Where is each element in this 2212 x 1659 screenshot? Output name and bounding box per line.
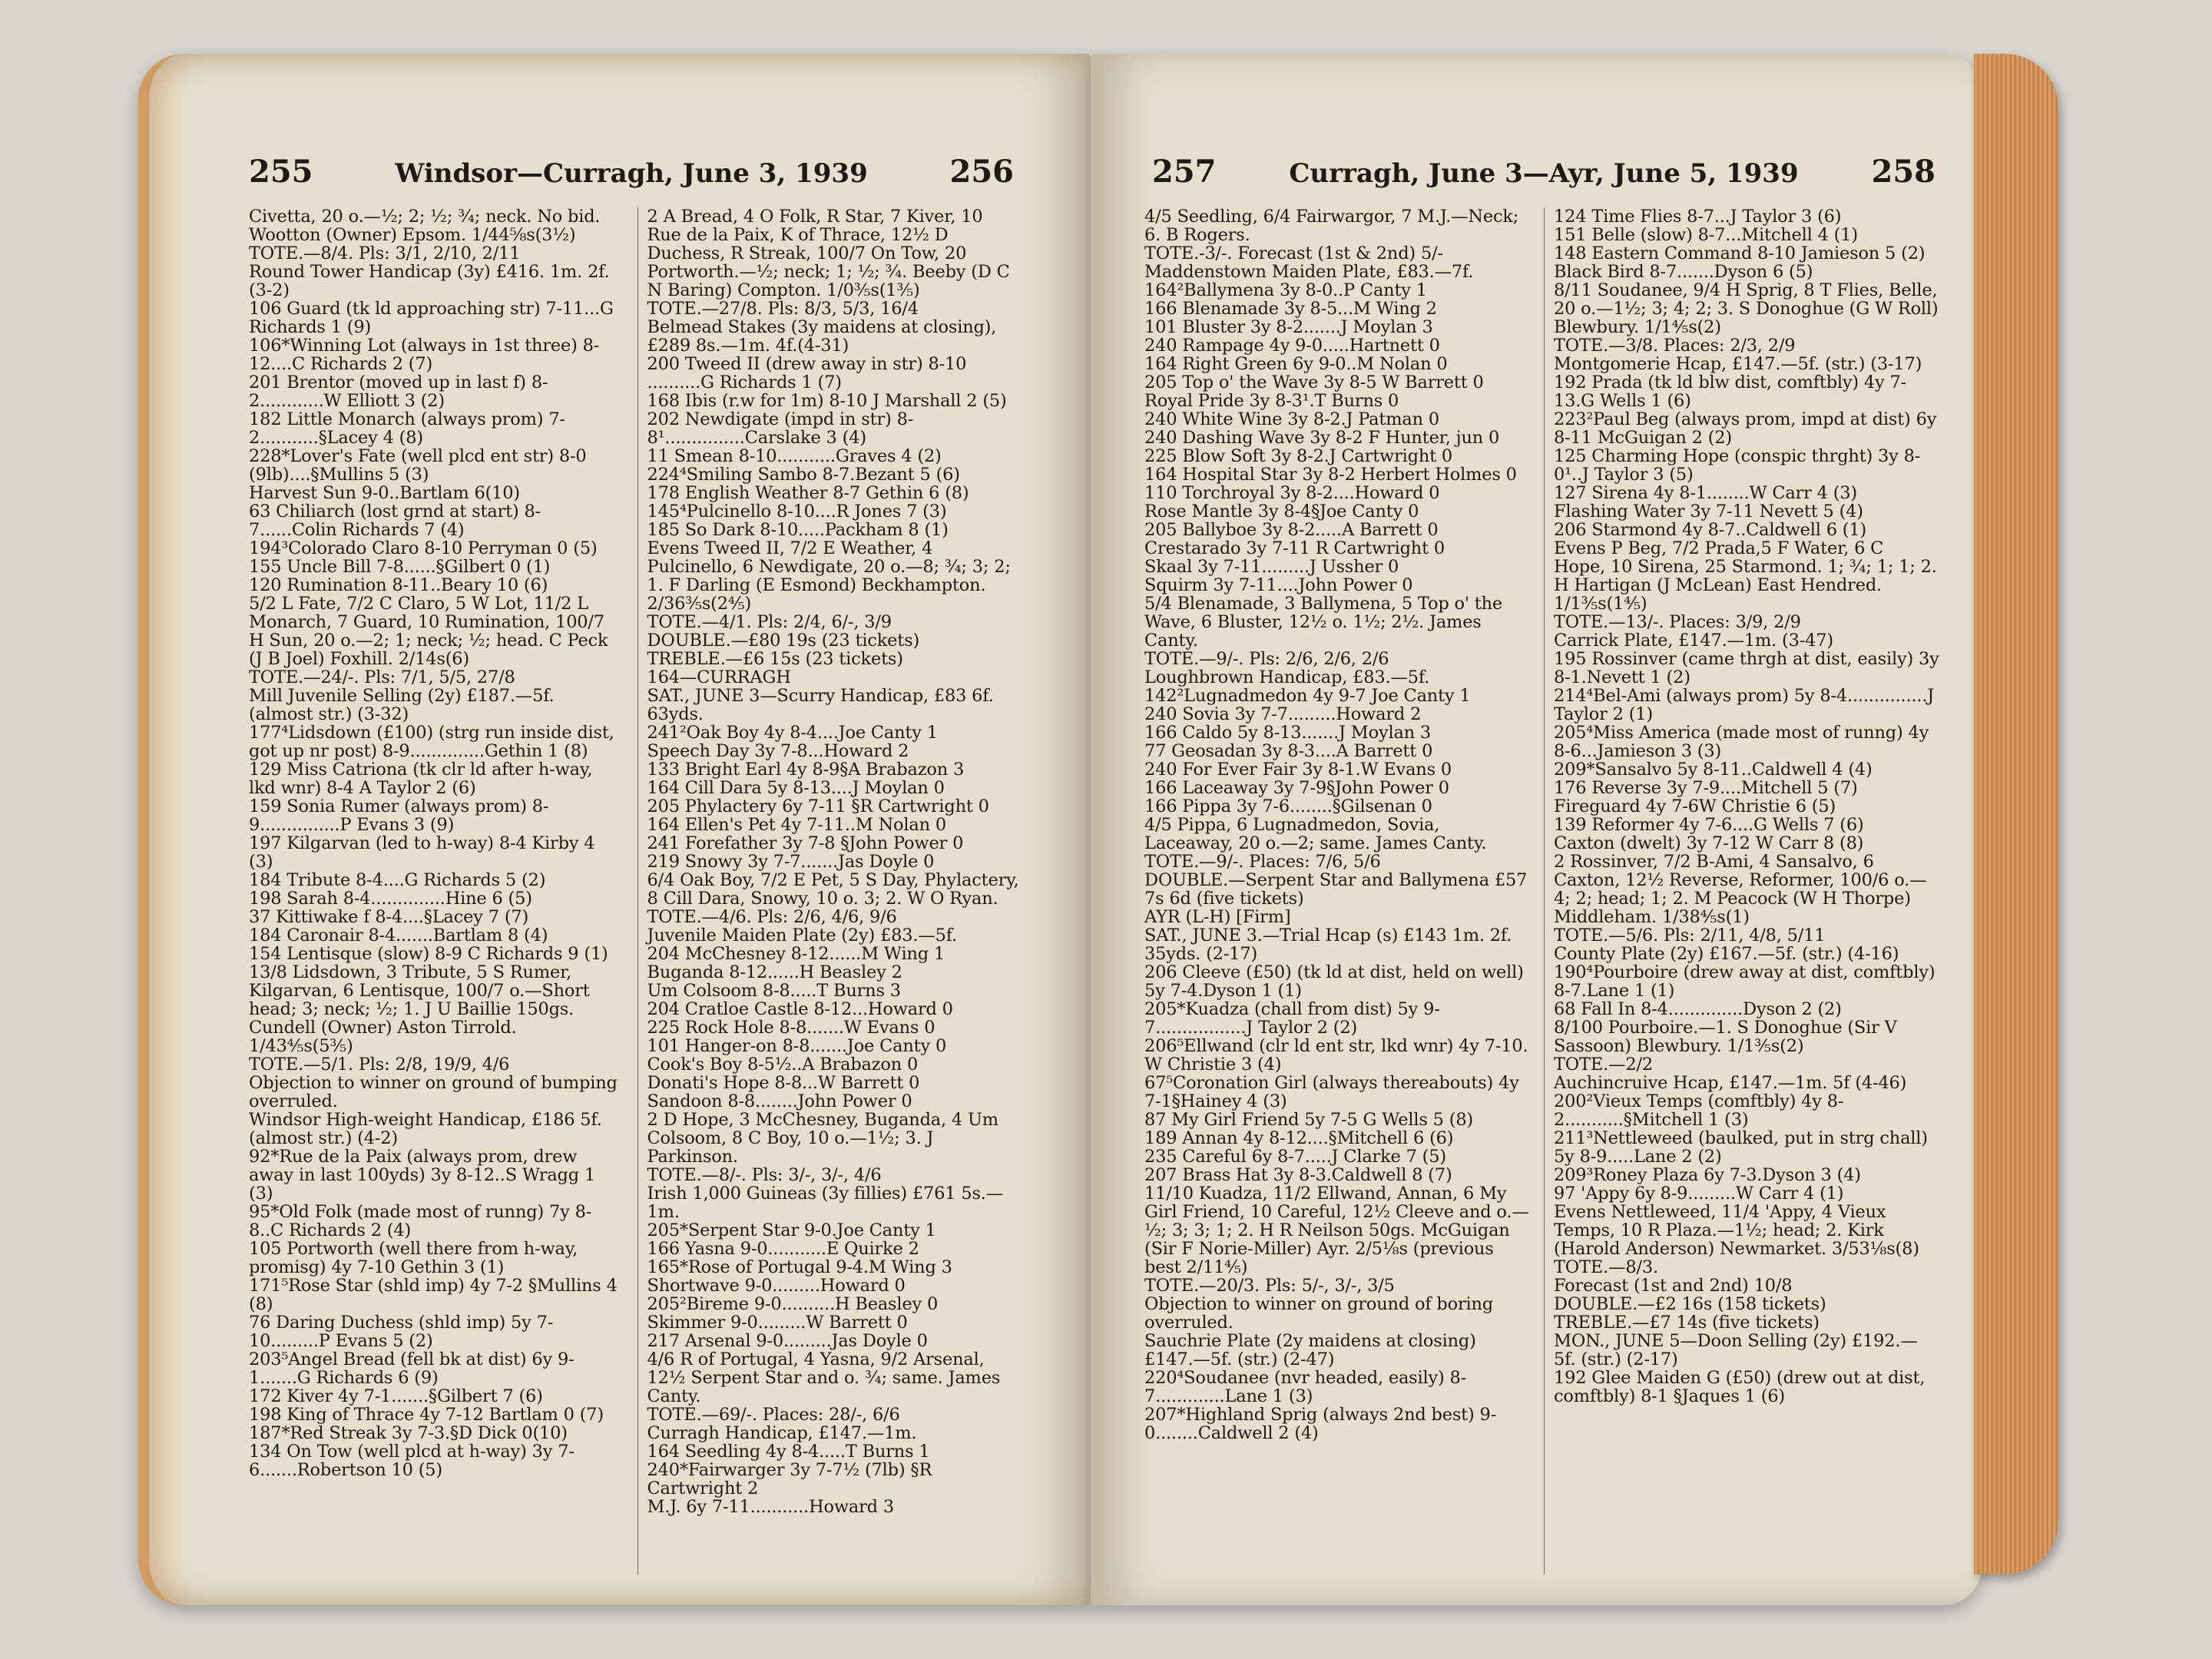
entry-line: 194³Colorado Claro 8-10 Perryman 0 (5) xyxy=(249,538,598,558)
entry-line: Evens Tweed II, 7/2 E Weather, 4 Pulcinello, 6 Newdigate, 20 o.—8; ¾; 3; 2; 1. F Darling (E Esmond) Beckhampton. 2/36⅗s(2⅘) xyxy=(647,538,1016,614)
entry-line: Loughbrown Handicap, £83.—5f. xyxy=(1144,667,1430,687)
left-page-header xyxy=(149,154,1091,200)
entry-line: 164 Ellen's Pet 4y 7-11..M Nolan 0 xyxy=(647,815,946,835)
entry-line: 97 'Appy 6y 8-9.........W Carr 4 (1) xyxy=(1554,1184,1844,1204)
entry-line: 166 Yasna 9-0...........E Quirke 2 xyxy=(647,1239,919,1259)
entry-line: Round Tower Handicap (3y) £416. 1m. 2f. (3-2) xyxy=(249,262,615,300)
entry-line: M.J. 6y 7-11...........Howard 3 xyxy=(647,1497,894,1517)
entry-line: TOTE.—5/6. Pls: 2/11, 4/8, 5/11 xyxy=(1554,926,1826,945)
entry-line: 8/11 Soudanee, 9/4 H Sprig, 8 T Flies, Belle, 20 o.—1½; 3; 4; 2; 3. S Donoghue (G W Roll) Blewbury. 1/1⅘s(2) xyxy=(1554,280,1944,337)
entry-line: 205⁴Miss America (made most of runng) 4y 8-6...Jamieson 3 (3) xyxy=(1554,723,1935,761)
entry-line: 166 Pippa 3y 7-6........§Gilsenan 0 xyxy=(1144,796,1432,816)
entry-line: TOTE.—69/-. Places: 28/-, 6/6 xyxy=(647,1405,900,1425)
entry-line: Juvenile Maiden Plate (2y) £83.—5f. xyxy=(647,926,957,945)
entry-line: 125 Charming Hope (conspic thrght) 3y 8-0¹..J Taylor 3 (5) xyxy=(1554,446,1921,485)
page-number-258: 258 xyxy=(1871,154,1936,190)
entry-line: 164 Hospital Star 3y 8-2 Herbert Holmes 0 xyxy=(1144,465,1517,485)
entry-line: 225 Rock Hole 8-8.......W Evans 0 xyxy=(647,1018,935,1038)
entry-line: 209*Sansalvo 5y 8-11..Caldwell 4 (4) xyxy=(1554,760,1873,780)
entry-line: Sauchrie Plate (2y maidens at closing) £147.—5f. (str.) (2-47) xyxy=(1144,1331,1482,1369)
entry-line: 92*Rue de la Paix (always prom, drew away in last 100yds) 3y 8-12..S Wragg 1 (3) xyxy=(249,1147,601,1204)
entry-line: 171⁵Rose Star (shld imp) 4y 7-2 §Mullins 4 (8) xyxy=(249,1276,623,1314)
entry-line: Evens P Beg, 7/2 Prada,5 F Water, 6 C Hope, 10 Sirena, 25 Starmond. 1; ¾; 1; 1; 2. H Hartigan (J McLean) East Hendred. 1/1⅗s(1⅘) xyxy=(1554,538,1942,614)
text-column xyxy=(1544,207,1945,1575)
entry-line: 178 English Weather 8-7 Gethin 6 (8) xyxy=(647,483,969,503)
entry-line: 177⁴Lidsdown (£100) (strg run inside dist, got up nr post) 8-9..............Gethin 1 (8) xyxy=(249,723,620,761)
entry-line: 154 Lentisque (slow) 8-9 C Richards 9 (1) xyxy=(249,944,608,964)
entry-line: TOTE.—24/-. Pls: 7/1, 5/5, 27/8 xyxy=(249,667,515,687)
left-page xyxy=(138,54,1091,1605)
entry-line: TREBLE.—£6 15s (23 tickets) xyxy=(647,649,903,669)
open-book xyxy=(138,46,2089,1613)
entry-line: DOUBLE.—£80 19s (23 tickets) xyxy=(647,631,920,651)
entry-line: 206 Cleeve (£50) (tk ld at dist, held on well) 5y 7-4.Dyson 1 (1) xyxy=(1144,962,1529,1001)
entry-line: Forecast (1st and 2nd) 10/8 xyxy=(1554,1276,1793,1296)
entry-line: 205 Ballyboe 3y 8-2.....A Barrett 0 xyxy=(1144,520,1439,540)
entry-line: Rose Mantle 3y 8-4§Joe Canty 0 xyxy=(1144,502,1419,522)
entry-line: Royal Pride 3y 8-3¹.T Burns 0 xyxy=(1144,391,1399,411)
entry-line: Um Colsoom 8-8.....T Burns 3 xyxy=(647,981,901,1001)
entry-line: SAT., JUNE 3—Scurry Handicap, £83 6f. 63yds. xyxy=(647,686,999,724)
entry-line: 192 Prada (tk ld blw dist, comftbly) 4y 7-13.G Wells 1 (6) xyxy=(1554,373,1907,411)
entry-line: 198 King of Thrace 4y 7-12 Bartlam 0 (7) xyxy=(249,1405,604,1425)
page-title: Curragh, June 3—Ayr, June 5, 1939 xyxy=(1289,158,1799,189)
entry-line: 87 My Girl Friend 5y 7-5 G Wells 5 (8) xyxy=(1144,1110,1474,1130)
entry-line: 184 Caronair 8-4.......Bartlam 8 (4) xyxy=(249,926,548,945)
text-column xyxy=(637,207,1025,1575)
entry-line: 164²Ballymena 3y 8-0..P Canty 1 xyxy=(1144,280,1427,300)
entry-line: 228*Lover's Fate (well plcd ent str) 8-0 (9lb)....§Mullins 5 (3) xyxy=(249,446,592,485)
entry-line: TOTE.—5/1. Pls: 2/8, 19/9, 4/6 xyxy=(249,1055,510,1075)
entry-line: 223²Paul Beg (always prom, impd at dist) 6y 8-11 McGuigan 2 (2) xyxy=(1554,409,1942,448)
right-page-header xyxy=(1091,154,1982,200)
entry-line: 68 Fall In 8-4..............Dyson 2 (2) xyxy=(1554,999,1842,1019)
page-edges xyxy=(1974,54,2058,1575)
entry-line: 166 Caldo 5y 8-13.......J Moylan 3 xyxy=(1144,723,1432,743)
entry-line: 204 McChesney 8-12......M Wing 1 xyxy=(647,944,945,964)
entry-line: 240 Sovia 3y 7-7.........Howard 2 xyxy=(1144,704,1422,724)
entry-line: Squirm 3y 7-11....John Power 0 xyxy=(1144,575,1413,595)
entry-line: Buganda 8-12......H Beasley 2 xyxy=(647,962,902,982)
entry-line: 2 A Bread, 4 O Folk, R Star, 7 Kiver, 10 Rue de la Paix, K of Thrace, 12½ D Duchess, R Streak, 100/7 On Tow, 20 Portworth.—½; neck; 1; ½; ¾. Beeby (D C N Baring) Compton. 1/0⅗s(1⅗) xyxy=(647,207,1015,300)
entry-line: 190⁴Pourboire (drew away at dist, comftbly) 8-7.Lane 1 (1) xyxy=(1554,962,1941,1001)
entry-line: 101 Bluster 3y 8-2.......J Moylan 3 xyxy=(1144,317,1433,337)
entry-line: TOTE.—9/-. Pls: 2/6, 2/6, 2/6 xyxy=(1144,649,1389,669)
entry-line: 5/2 L Fate, 7/2 C Claro, 5 W Lot, 11/2 L Monarch, 7 Guard, 10 Rumination, 100/7 H Sun, 20 o.—2; 1; neck; ½; head. C Peck (J B Joel) Foxhill. 2/14s(6) xyxy=(249,594,614,669)
entry-line: Curragh Handicap, £147.—1m. xyxy=(647,1423,917,1443)
entry-line: 166 Laceaway 3y 7-9§John Power 0 xyxy=(1144,778,1449,798)
entry-line: 200²Vieux Temps (comftbly) 4y 8-2...........§Mitchell 1 (3) xyxy=(1554,1091,1844,1130)
entry-line: MON., JUNE 5—Doon Selling (2y) £192.—5f. (str.) (2-17) xyxy=(1554,1331,1918,1369)
entry-line: Windsor High-weight Handicap, £186 5f. (almost str.) (4-2) xyxy=(249,1110,608,1148)
entry-line: 77 Geosadan 3y 8-3....A Barrett 0 xyxy=(1144,741,1433,761)
page-title: Windsor—Curragh, June 3, 1939 xyxy=(395,158,868,189)
entry-line: 148 Eastern Command 8-10 Jamieson 5 (2) xyxy=(1554,243,1926,263)
entry-line: 37 Kittiwake f 8-4....§Lacey 7 (7) xyxy=(249,907,529,927)
entry-line: 182 Little Monarch (always prom) 7-2...........§Lacey 4 (8) xyxy=(249,409,565,448)
entry-line: TOTE.—8/4. Pls: 3/1, 2/10, 2/11 xyxy=(249,243,521,263)
entry-line: 165*Rose of Portugal 9-4.M Wing 3 xyxy=(647,1257,952,1277)
entry-line: 159 Sonia Rumer (always prom) 8-9...............P Evans 3 (9) xyxy=(249,796,549,835)
entry-line: TOTE.—2/2 xyxy=(1554,1055,1653,1075)
entry-line: 127 Sirena 4y 8-1........W Carr 4 (3) xyxy=(1554,483,1857,503)
entry-line: 139 Reformer 4y 7-6....G Wells 7 (6) xyxy=(1554,815,1864,835)
entry-line: Cook's Boy 8-5½..A Brabazon 0 xyxy=(647,1055,919,1075)
entry-line: 201 Brentor (moved up in last f) 8-2............W Elliott 3 (2) xyxy=(249,373,548,411)
entry-line: Sandoon 8-8........John Power 0 xyxy=(647,1091,912,1111)
entry-line: Black Bird 8-7.......Dyson 6 (5) xyxy=(1554,262,1813,282)
entry-line: 204 Cratloe Castle 8-12...Howard 0 xyxy=(647,999,953,1019)
entry-line: Civetta, 20 o.—½; 2; ½; ¾; neck. No bid. Wootton (Owner) Epsom. 1/44⅝s(3½) xyxy=(249,207,606,245)
entry-line: 206⁵Ellwand (clr ld ent str, lkd wnr) 4y 7-10. W Christie 3 (4) xyxy=(1144,1036,1534,1075)
entry-line: 155 Uncle Bill 7-8......§Gilbert 0 (1) xyxy=(249,557,551,577)
entry-line: Evens Nettleweed, 11/4 'Appy, 4 Vieux Temps, 10 R Plaza.—1½; head; 2. Kirk (Harold Anderson) Newmarket. 3/53⅛s(8) xyxy=(1554,1202,1919,1259)
entry-line: 214⁴Bel-Ami (always prom) 5y 8-4...............J Taylor 2 (1) xyxy=(1554,686,1940,724)
entry-line: 95*Old Folk (made most of runng) 7y 8-8..C Richards 2 (4) xyxy=(249,1202,592,1240)
entry-line: 76 Daring Duchess (shld imp) 5y 7-10.........P Evans 5 (2) xyxy=(249,1313,554,1351)
entry-line: AYR (L-H) [Firm] xyxy=(1144,907,1291,927)
entry-line: 11/10 Kuadza, 11/2 Ellwand, Annan, 6 My Girl Friend, 10 Careful, 12½ Cleeve and o.—½; 3; 3; 1; 2. H R Neilson 50gs. McGuigan (Sir F Norie-Miller) Ayr. 2/5⅛s (previous best 2/11⅘) xyxy=(1144,1184,1529,1277)
entry-line: County Plate (2y) £167.—5f. (str.) (4-16) xyxy=(1554,944,1899,964)
entry-line: 211³Nettleweed (baulked, put in strg chall) 5y 8-9.....Lane 2 (2) xyxy=(1554,1128,1933,1167)
entry-line: 184 Tribute 8-4....G Richards 5 (2) xyxy=(249,870,546,890)
entry-line: 235 Careful 6y 8-7.....J Clarke 7 (5) xyxy=(1144,1147,1446,1167)
entry-line: Harvest Sun 9-0..Bartlam 6(10) xyxy=(249,483,520,503)
entry-line: 164 Seedling 4y 8-4.....T Burns 1 xyxy=(647,1442,930,1462)
entry-line: 67⁵Coronation Girl (always thereabouts) 4y 7-1§Hainey 4 (3) xyxy=(1144,1073,1525,1111)
entry-line: 206 Starmond 4y 8-7..Caldwell 6 (1) xyxy=(1554,520,1867,540)
entry-line: 240*Fairwarger 3y 7-7½ (7lb) §R Cartwright 2 xyxy=(647,1460,938,1498)
entry-line: 192 Glee Maiden G (£50) (drew out at dist, comftbly) 8-1 §Jaques 1 (6) xyxy=(1554,1368,1931,1406)
entry-line: 8/100 Pourboire.—1. S Donoghue (Sir V Sassoon) Blewbury. 1/1⅗s(2) xyxy=(1554,1018,1902,1056)
entry-line: 2 D Hope, 3 McChesney, Buganda, 4 Um Colsoom, 8 C Boy, 10 o.—1½; 3. J Parkinson. xyxy=(647,1110,1004,1167)
entry-line: 205*Kuadza (chall from dist) 5y 9-7.................J Taylor 2 (2) xyxy=(1144,999,1440,1038)
entry-line: 168 Ibis (r.w for 1m) 8-10 J Marshall 2 (5) xyxy=(647,391,1007,411)
entry-line: 176 Reverse 3y 7-9....Mitchell 5 (7) xyxy=(1554,778,1858,798)
entry-line: TOTE.—8/-. Pls: 3/-, 3/-, 4/6 xyxy=(647,1165,882,1185)
entry-line: 151 Belle (slow) 8-7...Mitchell 4 (1) xyxy=(1554,225,1858,245)
entry-line: Speech Day 3y 7-8...Howard 2 xyxy=(647,741,909,761)
entry-line: 205 Top o' the Wave 3y 8-5 W Barrett 0 xyxy=(1144,373,1484,392)
entry-line: TOTE.—13/-. Places: 3/9, 2/9 xyxy=(1554,612,1801,632)
entry-line: 185 So Dark 8-10.....Packham 8 (1) xyxy=(647,520,949,540)
entry-line: 13/8 Lidsdown, 3 Tribute, 5 S Rumer, Kilgarvan, 6 Lentisque, 100/7 o.—Short head; 3; neck; ½; 1. J U Baillie 150gs. Cundell (Owner) Aston Tirrold. 1/43⅘s(5⅗) xyxy=(249,962,595,1056)
entry-line: 124 Time Flies 8-7...J Taylor 3 (6) xyxy=(1554,207,1842,227)
entry-line: 198 Sarah 8-4..............Hine 6 (5) xyxy=(249,889,532,909)
entry-line: TOTE.—27/8. Pls: 8/3, 5/3, 16/4 xyxy=(647,299,919,319)
entry-line: SAT., JUNE 3.—Trial Hcap (s) £143 1m. 2f. 35yds. (2-17) xyxy=(1144,926,1518,964)
entry-line: 2 Rossinver, 7/2 B-Ami, 4 Sansalvo, 6 Caxton, 12½ Reverse, Reformer, 100/6 o.—4; 2; head; 1; 2. M Peacock (W H Thorpe) Middleham. 1/38⅘s(1) xyxy=(1554,852,1927,927)
entry-line: TOTE.—3/8. Places: 2/3, 2/9 xyxy=(1554,336,1796,356)
entry-line: 164 Cill Dara 5y 8-13....J Moylan 0 xyxy=(647,778,945,798)
right-page xyxy=(1091,54,1982,1605)
entry-line: Skimmer 9-0.........W Barrett 0 xyxy=(647,1313,908,1333)
entry-line: 134 On Tow (well plcd at h-way) 3y 7-6.......Robertson 10 (5) xyxy=(249,1442,575,1480)
entry-line: TOTE.-3/-. Forecast (1st & 2nd) 5/- xyxy=(1144,243,1443,263)
entry-line: 197 Kilgarvan (led to h-way) 8-4 Kirby 4 (3) xyxy=(249,833,601,872)
page-number-255: 255 xyxy=(249,154,313,190)
entry-line: Irish 1,000 Guineas (3y fillies) £761 5s.—1m. xyxy=(647,1184,1004,1222)
entry-line: 240 Dashing Wave 3y 8-2 F Hunter, jun 0 xyxy=(1144,428,1500,448)
entry-line: 6/4 Oak Boy, 7/2 E Pet, 5 S Day, Phylactery, 8 Cill Dara, Snowy, 10 o. 3; 2. W O Ryan. xyxy=(647,870,1025,909)
entry-line: 4/5 Seedling, 6/4 Fairwargor, 7 M.J.—Neck; 6. B Rogers. xyxy=(1144,207,1525,245)
entry-line: TOTE.—9/-. Places: 7/6, 5/6 xyxy=(1144,852,1381,872)
entry-line: 207*Highland Sprig (always 2nd best) 9-0........Caldwell 2 (4) xyxy=(1144,1405,1497,1443)
entry-line: 200 Tweed II (drew away in str) 8-10 ..........G Richards 1 (7) xyxy=(647,354,972,392)
entry-line: 217 Arsenal 9-0.........Jas Doyle 0 xyxy=(647,1331,928,1351)
entry-line: 105 Portworth (well there from h-way, promisg) 4y 7-10 Gethin 3 (1) xyxy=(249,1239,584,1277)
entry-line: Skaal 3y 7-11.........J Ussher 0 xyxy=(1144,557,1399,577)
text-column xyxy=(249,207,624,1575)
entry-line: 203⁵Angel Bread (fell bk at dist) 6y 9-1.......G Richards 6 (9) xyxy=(249,1349,575,1388)
entry-line: 63 Chiliarch (lost grnd at start) 8-7......Colin Richards 7 (4) xyxy=(249,502,541,540)
entry-line: 240 For Ever Fair 3y 8-1.W Evans 0 xyxy=(1144,760,1452,780)
entry-line: 120 Rumination 8-11..Beary 10 (6) xyxy=(249,575,548,595)
entry-line: 129 Miss Catriona (tk clr ld after h-way, lkd wnr) 8-4 A Taylor 2 (6) xyxy=(249,760,598,798)
entry-line: 110 Torchroyal 3y 8-2....Howard 0 xyxy=(1144,483,1440,503)
entry-line: 207 Brass Hat 3y 8-3.Caldwell 8 (7) xyxy=(1144,1165,1452,1185)
entry-line: Maddenstown Maiden Plate, £83.—7f. xyxy=(1144,262,1474,282)
entry-line: 205*Serpent Star 9-0.Joe Canty 1 xyxy=(647,1220,936,1240)
entry-line: TREBLE.—£7 14s (five tickets) xyxy=(1554,1313,1820,1333)
entry-line: DOUBLE.—Serpent Star and Ballymena £57 7s 6d (five tickets) xyxy=(1144,870,1533,909)
page-number-256: 256 xyxy=(949,154,1014,190)
entry-line: 4/6 R of Portugal, 4 Yasna, 9/2 Arsenal, 12½ Serpent Star and o. ¾; same. James Canty. xyxy=(647,1349,1006,1406)
entry-line: 220⁴Soudanee (nvr headed, easily) 8-7.............Lane 1 (3) xyxy=(1144,1368,1467,1406)
entry-line: Fireguard 4y 7-6W Christie 6 (5) xyxy=(1554,796,1836,816)
left-page-columns xyxy=(249,207,1025,1575)
entry-line: Montgomerie Hcap, £147.—5f. (str.) (3-17) xyxy=(1554,354,1922,374)
entry-line: 106 Guard (tk ld approaching str) 7-11...G Richards 1 (9) xyxy=(249,299,619,337)
entry-line: 5/4 Blenamade, 3 Ballymena, 5 Top o' the Wave, 6 Bluster, 12½ o. 1½; 2½. James Canty. xyxy=(1144,594,1508,651)
entry-line: 11 Smean 8-10...........Graves 4 (2) xyxy=(647,446,942,466)
entry-line: Shortwave 9-0.........Howard 0 xyxy=(647,1276,906,1296)
entry-line: 209³Roney Plaza 6y 7-3.Dyson 3 (4) xyxy=(1554,1165,1861,1185)
entry-line: TOTE.—4/6. Pls: 2/6, 4/6, 9/6 xyxy=(647,907,897,927)
entry-line: 145⁴Pulcinello 8-10....R Jones 7 (3) xyxy=(647,502,947,522)
entry-line: Belmead Stakes (3y maidens at closing), £289 8s.—1m. 4f.(4-31) xyxy=(647,317,1002,356)
entry-line: 4/5 Pippa, 6 Lugnadmedon, Sovia, Laceaway, 20 o.—2; same. James Canty. xyxy=(1144,815,1487,853)
entry-line: 224⁴Smiling Sambo 8-7.Bezant 5 (6) xyxy=(647,465,960,485)
entry-line: 225 Blow Soft 3y 8-2.J Cartwright 0 xyxy=(1144,446,1453,466)
entry-line: Flashing Water 3y 7-11 Nevett 5 (4) xyxy=(1554,502,1863,522)
entry-line: 219 Snowy 3y 7-7.......Jas Doyle 0 xyxy=(647,852,935,872)
entry-line: DOUBLE.—£2 16s (158 tickets) xyxy=(1554,1294,1826,1314)
entry-line: Donati's Hope 8-8...W Barrett 0 xyxy=(647,1073,920,1093)
entry-line: 240 White Wine 3y 8-2.J Patman 0 xyxy=(1144,409,1439,429)
entry-line: 187*Red Streak 3y 7-3.§D Dick 0(10) xyxy=(249,1423,568,1443)
entry-line: 142²Lugnadmedon 4y 9-7 Joe Canty 1 xyxy=(1144,686,1471,706)
entry-line: Carrick Plate, £147.—1m. (3-47) xyxy=(1554,631,1833,651)
entry-line: 241 Forefather 3y 7-8 §John Power 0 xyxy=(647,833,964,853)
entry-line: Mill Juvenile Selling (2y) £187.—5f. (almost str.) (3-32) xyxy=(249,686,560,724)
entry-line: 101 Hanger-on 8-8.......Joe Canty 0 xyxy=(647,1036,947,1056)
entry-line: 172 Kiver 4y 7-1.......§Gilbert 7 (6) xyxy=(249,1386,543,1406)
entry-line: 164 Right Green 6y 9-0..M Nolan 0 xyxy=(1144,354,1448,374)
entry-line: 240 Rampage 4y 9-0.....Hartnett 0 xyxy=(1144,336,1440,356)
entry-line: 195 Rossinver (came thrgh at dist, easily) 3y 8-1.Nevett 1 (2) xyxy=(1554,649,1945,687)
right-page-columns xyxy=(1144,207,1945,1575)
entry-line: Crestarado 3y 7-11 R Cartwright 0 xyxy=(1144,538,1445,558)
page-number-257: 257 xyxy=(1152,154,1217,190)
entry-line: 205 Phylactery 6y 7-11 §R Cartwright 0 xyxy=(647,796,989,816)
entry-line: TOTE.—20/3. Pls: 5/-, 3/-, 3/5 xyxy=(1144,1276,1395,1296)
entry-line: 166 Blenamade 3y 8-5...M Wing 2 xyxy=(1144,299,1437,319)
entry-line: 241²Oak Boy 4y 8-4....Joe Canty 1 xyxy=(647,723,938,743)
entry-line: Caxton (dwelt) 3y 7-12 W Carr 8 (8) xyxy=(1554,833,1864,853)
entry-line: 202 Newdigate (impd in str) 8-8¹...............Carslake 3 (4) xyxy=(647,409,914,448)
entry-line: Auchincruive Hcap, £147.—1m. 5f (4-46) xyxy=(1554,1073,1907,1093)
entry-line: 133 Bright Earl 4y 8-9§A Brabazon 3 xyxy=(647,760,965,780)
entry-line: TOTE.—4/1. Pls: 2/4, 6/-, 3/9 xyxy=(647,612,892,632)
entry-line: 205²Bireme 9-0..........H Beasley 0 xyxy=(647,1294,939,1314)
entry-line: Objection to winner on ground of boring overruled. xyxy=(1144,1294,1498,1333)
entry-line: 164—CURRAGH xyxy=(647,667,791,687)
entry-line: TOTE.—8/3. xyxy=(1554,1257,1658,1277)
text-column xyxy=(1144,207,1534,1575)
entry-line: Objection to winner on ground of bumping overruled. xyxy=(249,1073,623,1111)
entry-line: 106*Winning Lot (always in 1st three) 8-12....C Richards 2 (7) xyxy=(249,336,600,374)
entry-line: 189 Annan 4y 8-12....§Mitchell 6 (6) xyxy=(1144,1128,1454,1148)
